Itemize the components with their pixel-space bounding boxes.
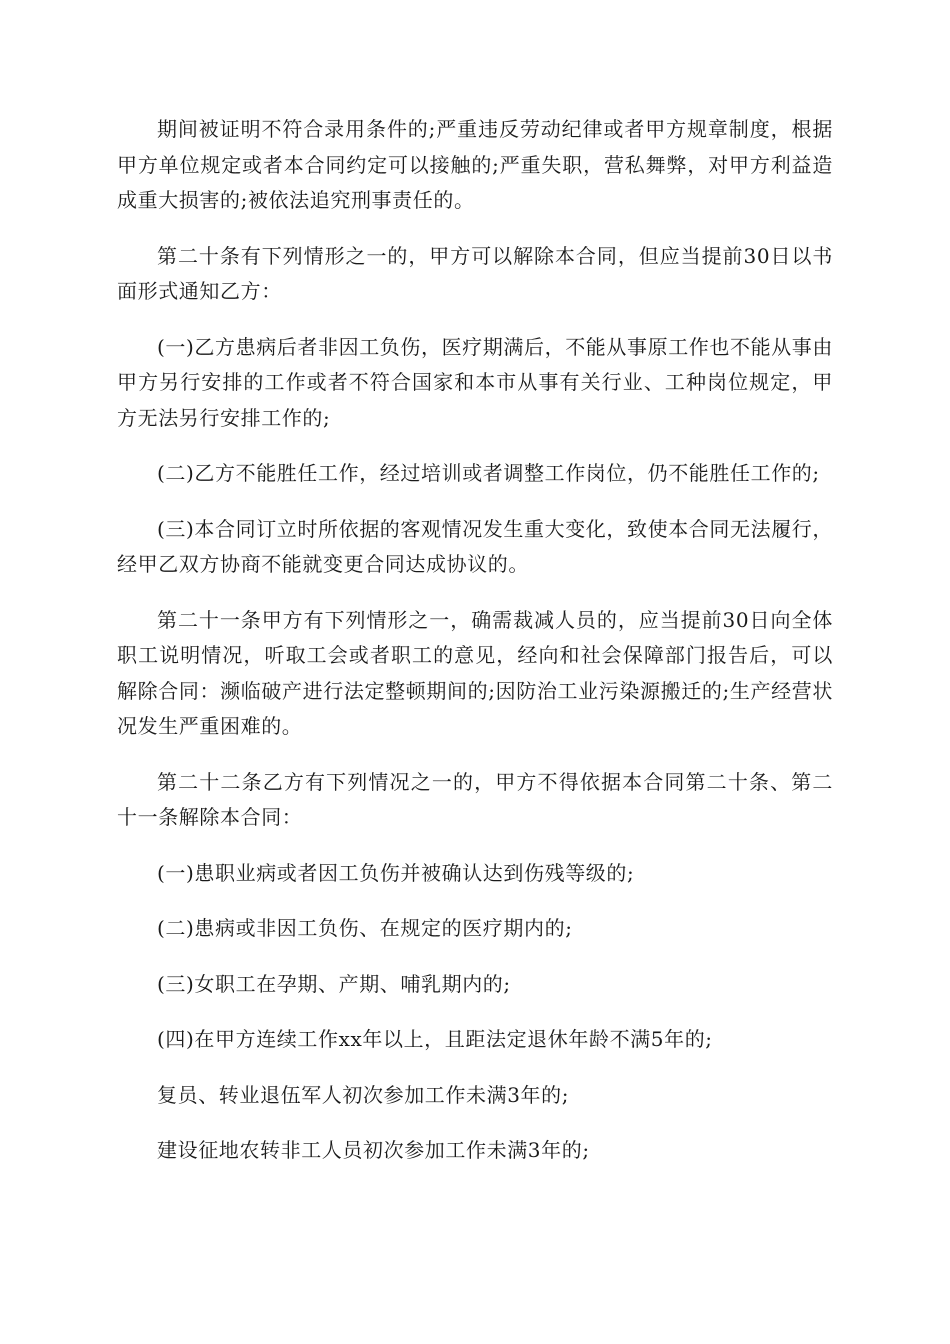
paragraph-4: (二)乙方不能胜任工作，经过培训或者调整工作岗位，仍不能胜任工作的; xyxy=(157,461,820,485)
paragraph-11: (四)在甲方连续工作xx年以上，且距法定退休年龄不满5年的; xyxy=(157,1027,713,1051)
paragraph-13: 建设征地农转非工人员初次参加工作未满3年的; xyxy=(157,1138,590,1162)
paragraph-12: 复员、转业退伍军人初次参加工作未满3年的; xyxy=(157,1082,570,1107)
paragraph-9: (二)患病或非因工负伤、在规定的医疗期内的; xyxy=(157,916,573,940)
paragraph-5: (三)本合同订立时所依据的客观情况发生重大变化，致使本合同无法履行，经甲乙双方协商不能就变更合同达成协议的。 xyxy=(117,516,834,576)
paragraph-2: 第二十条有下列情形之一的，甲方可以解除本合同，但应当提前30日以书面形式通知乙方： xyxy=(117,243,833,303)
paragraph-10: (三)女职工在孕期、产期、哺乳期内的; xyxy=(157,971,511,996)
paragraph-7: 第二十二条乙方有下列情况之一的，甲方不得依据本合同第二十条、第二十一条解除本合同： xyxy=(117,769,833,829)
paragraph-6: 第二十一条甲方有下列情形之一，确需裁减人员的，应当提前30日向全体职工说明情况，听取工会或者职工的意见，经向和社会保障部门报告后，可以解除合同：濒临破产进行法定整顿期间的;因防治工业污染源搬迁的;生产经营状况发生严重困难的。 xyxy=(117,607,833,738)
document-body xyxy=(117,112,833,1169)
paragraph-3: (一)乙方患病后者非因工负伤，医疗期满后，不能从事原工作也不能从事由甲方另行安排的工作或者不符合国家和本市从事有关行业、工种岗位规定，甲方无法另行安排工作的; xyxy=(117,334,834,430)
paragraph-8: (一)患职业病或者因工负伤并被确认达到伤残等级的; xyxy=(157,860,635,885)
paragraph-1: 期间被证明不符合录用条件的;严重违反劳动纪律或者甲方规章制度，根据甲方单位规定或者本合同约定可以接触的;严重失职，营私舞弊，对甲方利益造成重大损害的;被依法追究刑事责任的。 xyxy=(117,117,833,212)
